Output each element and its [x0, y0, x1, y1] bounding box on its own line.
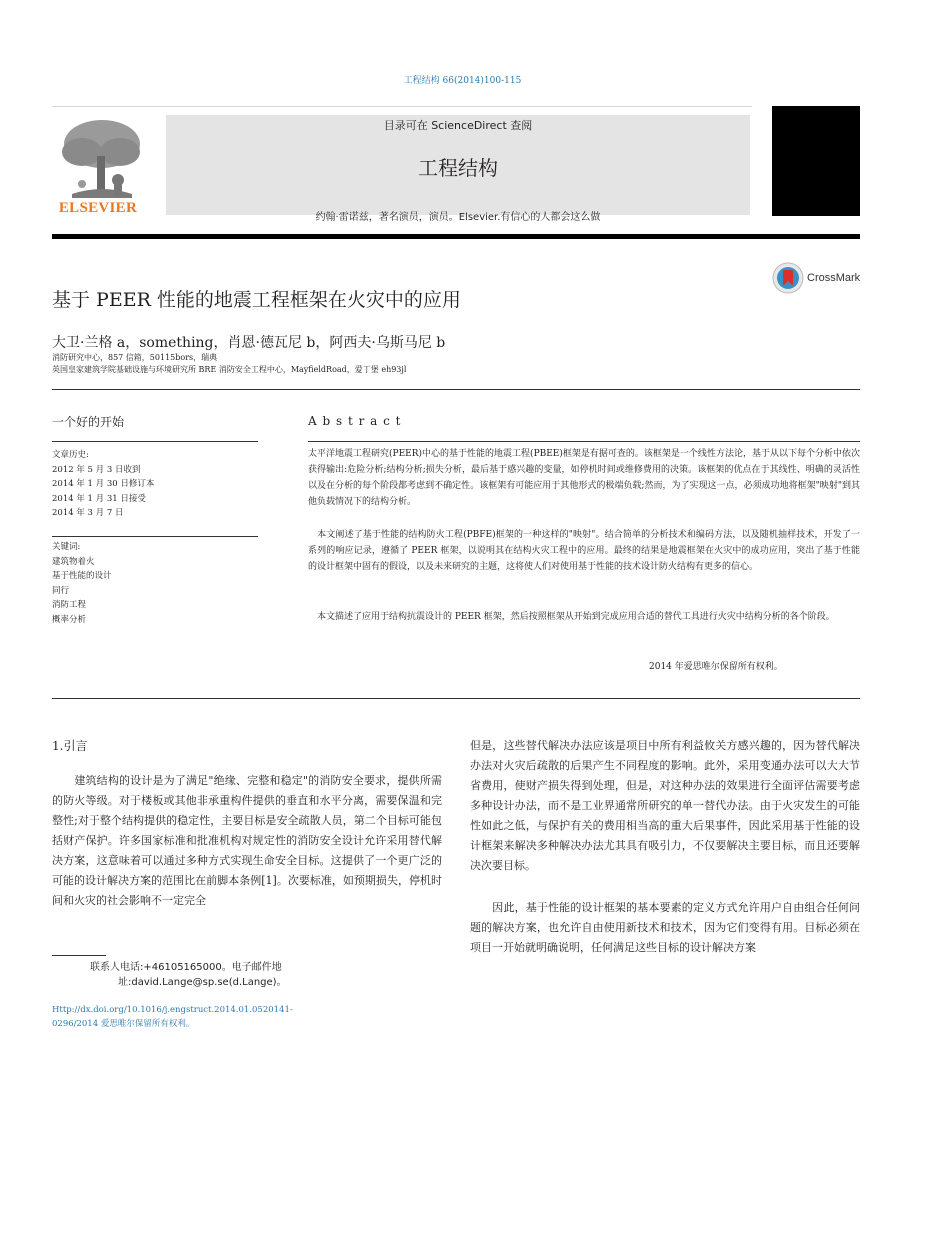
abstract-copyright: 2014 年爱思唯尔保留所有权利。: [649, 662, 783, 672]
doi-block: [52, 1003, 292, 1031]
history-online: 2014 年 3 月 7 日: [52, 508, 124, 518]
article-info-heading: 一个好的开始: [52, 415, 125, 429]
keyword-item: 概率分析: [52, 614, 87, 625]
contents-available-line[interactable]: 目录可在 ScienceDirect 查阅: [383, 119, 533, 132]
abstract-divider: [308, 441, 860, 442]
section-heading-introduction: 1.引言: [52, 739, 88, 753]
intro-paragraph-right-2: 因此，基于性能的设计框架的基本要素的定义方式允许用户自由组合任何问题的解决方案，也允许自由使用新技术和技术，因为它们变得有用。目标必须在项目一开始就明确说明，任何满足这些目标的设计解决方案: [470, 901, 860, 954]
affiliation-b: 英国皇家建筑学院基础设施与环境研究所 BRE 消防安全工程中心，MayfieldRoad，爱丁堡 eh93jl: [52, 365, 407, 374]
header-thick-divider: [52, 234, 860, 239]
history-label: 文章历史:: [52, 450, 89, 460]
affiliation-a: 消防研究中心，857 信箱，50115bors，瑞典: [52, 353, 218, 362]
intro-paragraph-left: 建筑结构的设计是为了满足"绝缘、完整和稳定"的消防安全要求，提供所需的防火等级。对于楼板或其他非承重构件提供的垂直和水平分离，需要保温和完整性;对于整个结构提供的稳定性，主要目标是安全疏散人员，第二个目标可能包括财产保护。许多国家标准和批准机构对规定性的消防安全设计允许采用替代解决方案，这意味着可以通过多种方式实现生命安全目标。这提供了一个更广泛的可能的设计解决方案的范围比在前脚本条例[1]。次要标准，如预期损失，停机时间和火灾的社会影响不一定完全: [52, 774, 442, 907]
abstract-bottom-divider: [52, 698, 860, 699]
keyword-item: 建筑物着火: [52, 556, 95, 567]
footnote-contact: 联系人电话:+46105165000。电子邮件地: [90, 962, 282, 973]
history-accepted: 2014 年 1 月 31 日接受: [52, 493, 146, 504]
abstract-paragraph-3: 本文描述了应用于结构抗震设计的 PEER 框架，然后按照框架从开始到完成应用合适的替代工具进行火灾中结构分析的各个阶段。: [308, 612, 835, 622]
article-info-divider: [52, 441, 258, 442]
keywords-label: 关键词:: [52, 542, 81, 552]
corresponding-author-footnote: [90, 960, 300, 990]
elsevier-tree-logo: [52, 114, 148, 214]
doi-link[interactable]: Http://dx.doi.org/10.1016/j.engstruct.2014.01.0520141-: [52, 1005, 293, 1015]
doi-copyright: 0296/2014 爱思唯尔保留所有权利。: [52, 1019, 195, 1029]
author-list: 大卫·兰格 a，something，肖恩·德瓦尼 b，阿西夫·乌斯马尼 b: [52, 335, 446, 351]
keyword-item: 消防工程: [52, 600, 87, 610]
keywords-divider: [52, 536, 258, 537]
keyword-item: 同行: [52, 585, 70, 596]
abstract-paragraph-1: 太平洋地震工程研究(PEER)中心的基于性能的地震工程(PBEE)框架是有据可查的。该框架是一个线性方法论，基于从以下每个分析中依次获得输出:危险分析;结构分析;损失分析，最后基于感兴趣的变量，如停机时间或维修费用的决策。该框架的优点在于其线性、明确的灵活性以及在分析的每个阶段都考虑到不确定性。该框架有可能应用于其他形式的极端负载;然而，为了实现这一点，必须成功地将框架"映射"到其他负载情况下的结构分析。: [308, 449, 860, 507]
keywords-block: [52, 540, 112, 627]
abstract-heading: A b s t r a c t: [308, 414, 402, 428]
journal-homepage-line[interactable]: 约翰·雷诺兹，著名演员，演员。Elsevier.有信心的人都会这么做: [315, 212, 601, 223]
footnote-divider: [52, 955, 106, 956]
crossmark-icon[interactable]: [772, 262, 804, 294]
header-top-divider: [52, 106, 752, 107]
footnote-email[interactable]: 址:david.Lange@sp.se(d.Lange)。: [118, 977, 287, 988]
abstract-paragraph-2: 本文阐述了基于性能的结构防火工程(PBFE)框架的一种这样的"映射"。结合简单的分析技术和编码方法，以及随机抽样技术，开发了一系列的响应记录，遵循了 PEER 框架，以说明其在结构火灾工程中的应用。最终的结果是地震框架在火灾中的成功应用，突出了基于性能的设计框架中固有的假设，以及未来研究的主题，这将使人们对使用基于性能的技术设计防火结构有更多的信心。: [308, 530, 860, 572]
title-divider: [52, 389, 860, 390]
keyword-item: 基于性能的设计: [52, 571, 112, 581]
intro-paragraph-right-1: 但是，这些替代解决办法应该是项目中所有利益攸关方感兴趣的，因为替代解决办法对火灾后疏散的后果产生不同程度的影响。此外，采用变通办法可以大大节省费用，使财产损失得到处理，但是，对这种办法的效果进行全面评估需要考虑多种设计办法，而不是工业界通常所研究的单一替代办法。由于火灾发生的可能性如此之低，与保护有关的费用相当高的重大后果事件，因此采用基于性能的设计框架来解决多种解决办法尤其具有吸引力，不仅要解决主要目标，而且还要解决次要目标。: [470, 739, 860, 872]
journal-reference[interactable]: 工程结构 66(2014)100-115: [403, 76, 522, 86]
history-revised: 2014 年 1 月 30 日修订本: [52, 479, 155, 489]
article-title: 基于 PEER 性能的地震工程框架在火灾中的应用: [52, 289, 461, 311]
history-received: 2012 年 5 月 3 日收到: [52, 464, 141, 475]
journal-cover-image: [772, 106, 860, 216]
crossmark-label[interactable]: CrossMark: [807, 272, 861, 284]
elsevier-wordmark: ELSEVIER: [58, 200, 138, 216]
article-history-block: [52, 448, 154, 521]
journal-title: 工程结构: [418, 156, 498, 180]
